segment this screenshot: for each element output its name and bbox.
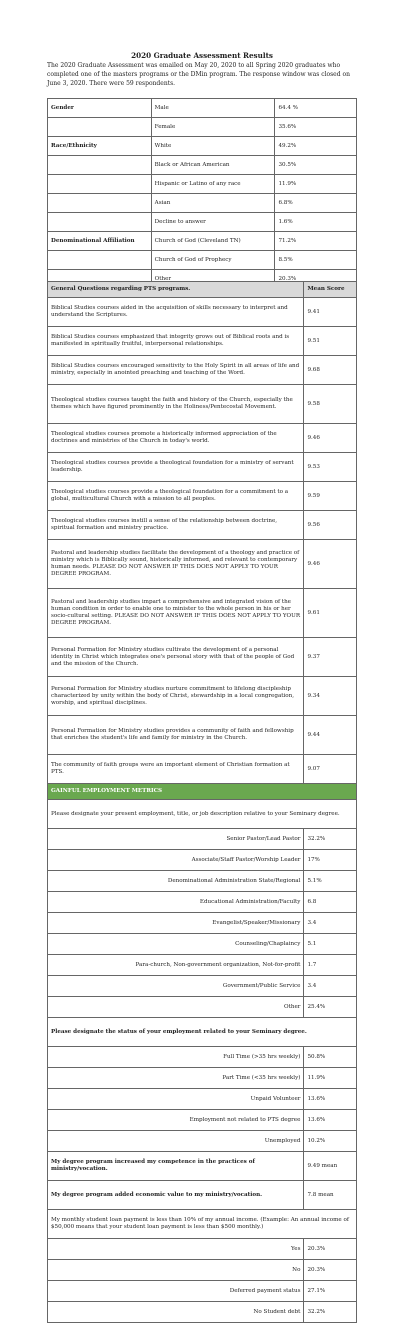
- employment-status-row: [48, 1110, 357, 1131]
- employment-title-value: 6.8: [304, 892, 357, 913]
- loan-row: [48, 1302, 357, 1323]
- loan-value: 32.2%: [304, 1302, 357, 1323]
- loan-row: [48, 1260, 357, 1281]
- general-header: General Questions regarding PTS programs.: [48, 282, 304, 298]
- question-text: Pastoral and leadership studies impart a comprehensive and integrated vision of the human condition in order to enable one to minister to the whole person in his or her socio-cultural setting. PLEASE DO NOT ANSWER IF THIS DOES NOT APPLY TO YOUR DEGREE PROGRAM.: [48, 589, 304, 638]
- loan-label: No: [48, 1260, 304, 1281]
- question-score: 9.68: [304, 356, 357, 385]
- question-text: Biblical Studies courses encouraged sensitivity to the Holy Spirit in all areas of life and ministry, especially in anointed preaching and teaching of the Word.: [48, 356, 304, 385]
- economic-value-row: [48, 1181, 357, 1210]
- loan-label: Yes: [48, 1239, 304, 1260]
- question-score: 9.51: [304, 327, 357, 356]
- demographic-label: Black or African American: [151, 156, 275, 175]
- demographic-label: Other: [151, 270, 275, 289]
- question-row: [48, 638, 357, 677]
- question-row: [48, 356, 357, 385]
- question-row: [48, 755, 357, 784]
- employment-title-row: [48, 934, 357, 955]
- demographic-group: [48, 251, 152, 270]
- employment-status-label: Unpaid Volunteer: [48, 1089, 304, 1110]
- loan-value: 27.1%: [304, 1281, 357, 1302]
- loan-row: [48, 1281, 357, 1302]
- question-row: [48, 716, 357, 755]
- demographic-value: 20.3%: [275, 270, 357, 289]
- demographics-table: [47, 98, 357, 289]
- employment-title-row: [48, 829, 357, 850]
- question-score: 9.37: [304, 638, 357, 677]
- demographic-group: Denominational Affiliation: [48, 232, 152, 251]
- employment-title-row: [48, 892, 357, 913]
- question-score: 9.34: [304, 677, 357, 716]
- question-row: [48, 589, 357, 638]
- question-score: 9.61: [304, 589, 357, 638]
- employment-status-value: 13.6%: [304, 1089, 357, 1110]
- question-score: 9.46: [304, 424, 357, 453]
- demographic-value: 8.5%: [275, 251, 357, 270]
- employment-header: GAINFUL EMPLOYMENT METRICS: [48, 784, 357, 800]
- question-score: 9.07: [304, 755, 357, 784]
- demographic-label: White: [151, 137, 275, 156]
- loan-question-row: [48, 1210, 357, 1239]
- demographic-label: Church of God of Prophecy: [151, 251, 275, 270]
- demographic-row: [48, 232, 357, 251]
- economic-value-value: 7.8 mean: [304, 1181, 357, 1210]
- employment-status-row: [48, 1047, 357, 1068]
- question-row: [48, 453, 357, 482]
- employment-title-label: Counseling/Chaplaincy: [48, 934, 304, 955]
- question-row: [48, 511, 357, 540]
- demographic-row: [48, 251, 357, 270]
- employment-title-label: Other: [48, 997, 304, 1018]
- competence-label: My degree program increased my competence in the practices of ministry/vocation.: [48, 1152, 304, 1181]
- demographic-row: [48, 175, 357, 194]
- general-header-row: [48, 282, 357, 298]
- general-questions-table: [47, 281, 357, 1323]
- question-score: 9.41: [304, 298, 357, 327]
- question-score: 9.53: [304, 453, 357, 482]
- question-score: 9.58: [304, 385, 357, 424]
- competence-row: [48, 1152, 357, 1181]
- question-text: Theological studies courses instill a sense of the relationship between doctrine, spiritual formation and ministry practice.: [48, 511, 304, 540]
- demographic-label: Male: [151, 99, 275, 118]
- question-row: [48, 482, 357, 511]
- employment-title-label: Government/Public Service: [48, 976, 304, 997]
- question-text: Pastoral and leadership studies facilitate the development of a theology and practice of ministry which is Biblically sound, historically informed, and relevant to contemporary human needs. PLEASE DO NOT ANSWER IF THIS DOES NOT APPLY TO YOUR DEGREE PROGRAM.: [48, 540, 304, 589]
- employment-status-row: [48, 1089, 357, 1110]
- question-row: [48, 327, 357, 356]
- employment-title-row: [48, 913, 357, 934]
- loan-value: 20.3%: [304, 1260, 357, 1281]
- loan-label: No Student debt: [48, 1302, 304, 1323]
- question-text: Theological studies courses provide a theological foundation for a commitment to a global, multicultural Church with a mission to all peoples.: [48, 482, 304, 511]
- page-title: 2020 Graduate Assessment Results: [131, 51, 273, 60]
- demographic-group: Race/Ethnicity: [48, 137, 152, 156]
- employment-status-label: Employment not related to PTS degree: [48, 1110, 304, 1131]
- question-text: Theological studies courses provide a theological foundation for a ministry of servant leadership.: [48, 453, 304, 482]
- demographic-value: 49.2%: [275, 137, 357, 156]
- demographic-row: [48, 99, 357, 118]
- question-score: 9.44: [304, 716, 357, 755]
- loan-question: My monthly student loan payment is less than 10% of my annual income. (Example: An annual income of $50,000 means that your student loan payment is less than $500 monthly.): [48, 1210, 357, 1239]
- loan-row: [48, 1239, 357, 1260]
- employment-title-question: Please designate your present employment, title, or job description relative to your Seminary degree.: [48, 800, 357, 829]
- question-row: [48, 677, 357, 716]
- demographic-row: [48, 213, 357, 232]
- employment-title-value: 25.4%: [304, 997, 357, 1018]
- employment-status-value: 13.6%: [304, 1110, 357, 1131]
- question-text: The community of faith groups were an important element of Christian formation at PTS.: [48, 755, 304, 784]
- demographic-value: 30.5%: [275, 156, 357, 175]
- demographic-value: 1.6%: [275, 213, 357, 232]
- demographic-group: [48, 213, 152, 232]
- demographic-value: 64.4 %: [275, 99, 357, 118]
- employment-title-value: 3.4: [304, 913, 357, 934]
- employment-status-value: 50.8%: [304, 1047, 357, 1068]
- employment-status-question-row: [48, 1018, 357, 1047]
- question-score: 9.56: [304, 511, 357, 540]
- employment-status-label: Part Time (<35 hrs weekly): [48, 1068, 304, 1089]
- employment-title-label: Senior Pastor/Lead Pastor: [48, 829, 304, 850]
- employment-title-row: [48, 976, 357, 997]
- loan-label: Deferred payment status: [48, 1281, 304, 1302]
- employment-title-value: 5.1: [304, 934, 357, 955]
- question-row: [48, 298, 357, 327]
- employment-title-value: 32.2%: [304, 829, 357, 850]
- question-text: Theological studies courses promote a historically informed appreciation of the doctrines and ministries of the Church in today's world.: [48, 424, 304, 453]
- question-text: Personal Formation for Ministry studies nurture commitment to lifelong discipleship characterized by unity within the body of Christ, stewardship in a local congregation, worship, and spiritual disciplines.: [48, 677, 304, 716]
- question-row: [48, 385, 357, 424]
- intro-paragraph: The 2020 Graduate Assessment was emailed on May 20, 2020 to all Spring 2020 graduates who completed one of the masters programs or the DMin program. The response window was closed on June 3, 2020. There were 59 respondents.: [47, 62, 350, 87]
- demographic-value: 11.9%: [275, 175, 357, 194]
- employment-status-row: [48, 1131, 357, 1152]
- question-text: Biblical Studies courses emphasized that integrity grows out of Biblical roots and is manifested in spiritually fruitful, interpersonal relationships.: [48, 327, 304, 356]
- demographic-row: [48, 156, 357, 175]
- demographic-label: Asian: [151, 194, 275, 213]
- demographic-value: 35.6%: [275, 118, 357, 137]
- question-score: 9.46: [304, 540, 357, 589]
- employment-status-label: Full Time (>35 hrs weekly): [48, 1047, 304, 1068]
- demographic-row: [48, 194, 357, 213]
- employment-title-value: 3.4: [304, 976, 357, 997]
- score-header: Mean Score: [304, 282, 357, 298]
- question-text: Theological studies courses taught the faith and history of the Church, especially the themes which have figured prominently in the Holiness/Pentecostal Movement.: [48, 385, 304, 424]
- employment-title-value: 17%: [304, 850, 357, 871]
- demographic-group: [48, 156, 152, 175]
- question-text: Personal Formation for Ministry studies provides a community of faith and fellowship that enriches the student's life and family for ministry in the Church.: [48, 716, 304, 755]
- employment-title-value: 5.1%: [304, 871, 357, 892]
- economic-value-label: My degree program added economic value to my ministry/vocation.: [48, 1181, 304, 1210]
- employment-status-question: Please designate the status of your employment related to your Seminary degree.: [48, 1018, 357, 1047]
- demographic-group: [48, 175, 152, 194]
- question-row: [48, 540, 357, 589]
- demographic-group: [48, 118, 152, 137]
- demographic-value: 71.2%: [275, 232, 357, 251]
- demographic-row: [48, 137, 357, 156]
- employment-title-label: Associate/Staff Pastor/Worship Leader: [48, 850, 304, 871]
- employment-title-label: Evangelist/Speaker/Missionary: [48, 913, 304, 934]
- employment-title-row: [48, 850, 357, 871]
- question-text: Biblical Studies courses aided in the acquisition of skills necessary to interpret and understand the Scriptures.: [48, 298, 304, 327]
- employment-status-row: [48, 1068, 357, 1089]
- employment-status-value: 10.2%: [304, 1131, 357, 1152]
- employment-title-label: Educational Administration/Faculty: [48, 892, 304, 913]
- demographic-row: [48, 118, 357, 137]
- demographic-value: 6.8%: [275, 194, 357, 213]
- employment-title-question-row: [48, 800, 357, 829]
- demographic-label: Hispanic or Latino of any race: [151, 175, 275, 194]
- employment-title-label: Para-church, Non-government organization, Not-for-profit: [48, 955, 304, 976]
- loan-value: 20.3%: [304, 1239, 357, 1260]
- demographic-label: Church of God (Cleveland TN): [151, 232, 275, 251]
- employment-title-row: [48, 955, 357, 976]
- employment-title-value: 1.7: [304, 955, 357, 976]
- employment-status-value: 11.9%: [304, 1068, 357, 1089]
- demographic-group: [48, 194, 152, 213]
- question-score: 9.59: [304, 482, 357, 511]
- employment-status-label: Unemployed: [48, 1131, 304, 1152]
- competence-value: 9.49 mean: [304, 1152, 357, 1181]
- demographic-label: Decline to answer: [151, 213, 275, 232]
- employment-title-row: [48, 871, 357, 892]
- employment-header-row: [48, 784, 357, 800]
- question-row: [48, 424, 357, 453]
- question-text: Personal Formation for Ministry studies cultivate the development of a personal identity in Christ which integrates one's personal story with that of the people of God and the mission of the Church.: [48, 638, 304, 677]
- employment-title-label: Denominational Administration State/Regional: [48, 871, 304, 892]
- demographic-label: Female: [151, 118, 275, 137]
- demographic-group: Gender: [48, 99, 152, 118]
- employment-title-row: [48, 997, 357, 1018]
